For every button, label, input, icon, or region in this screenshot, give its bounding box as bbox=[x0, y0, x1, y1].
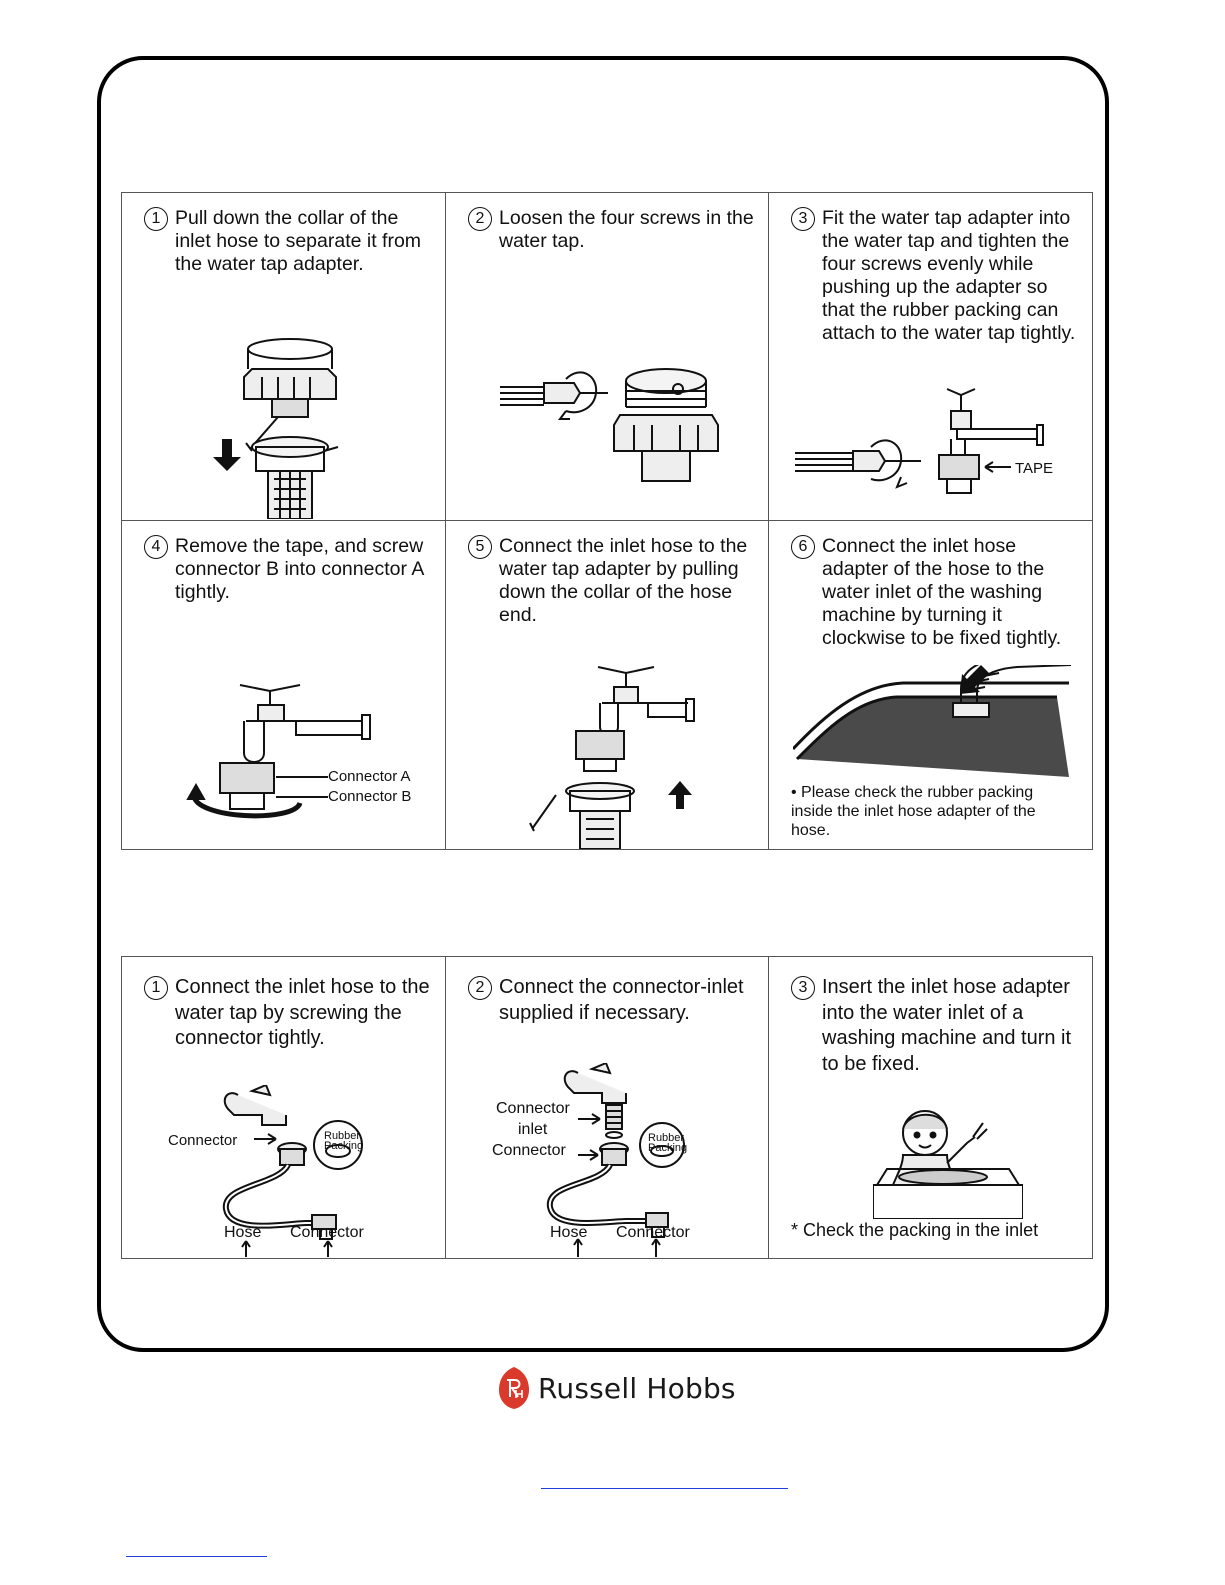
hose-label: Hose bbox=[550, 1224, 588, 1241]
step-number: 5 bbox=[468, 535, 492, 559]
installation-grid-1 bbox=[121, 192, 1093, 850]
step-number: 6 bbox=[791, 535, 815, 559]
step-b3 bbox=[791, 975, 1080, 1077]
loosen-screws-illustration bbox=[496, 359, 726, 509]
tap-icon bbox=[225, 1093, 286, 1125]
step-6 bbox=[791, 535, 1080, 650]
step-4 bbox=[144, 535, 433, 604]
step-cell-2 bbox=[446, 193, 769, 521]
rubber-label: Rubber bbox=[648, 1132, 685, 1144]
brand-name: Russell Hobbs bbox=[538, 1371, 736, 1405]
installation-grid-2 bbox=[121, 956, 1093, 1259]
hose-label: Hose bbox=[224, 1224, 262, 1241]
step-number: 2 bbox=[468, 976, 492, 1000]
step-text: Remove the tape, and screw connector B into connector A tightly. bbox=[175, 535, 424, 603]
step-cell-1 bbox=[122, 193, 446, 521]
step-text: Insert the inlet hose adapter into the water inlet of a washing machine and turn it to be fixed. bbox=[822, 976, 1072, 1075]
step-number: 1 bbox=[144, 207, 168, 231]
step-1 bbox=[144, 207, 433, 276]
packing-label: Packing bbox=[324, 1140, 364, 1152]
brand-logo bbox=[498, 1366, 736, 1410]
step-cell-3 bbox=[769, 193, 1093, 521]
step-number: 4 bbox=[144, 535, 168, 559]
rubber-label: Rubber bbox=[324, 1130, 361, 1142]
step-3 bbox=[791, 207, 1080, 345]
rotation-arrow-icon bbox=[194, 795, 300, 816]
footer-link-underline[interactable] bbox=[541, 1488, 788, 1489]
step-text: Connect the connector-inlet supplied if necessary. bbox=[499, 976, 744, 1024]
step-number: 2 bbox=[468, 207, 492, 231]
packing-check-note: * Check the packing in the inlet bbox=[791, 1220, 1039, 1240]
connector-bottom-label: Connector bbox=[290, 1224, 364, 1241]
step-cell-5 bbox=[446, 521, 769, 850]
step-cell-b3 bbox=[769, 957, 1093, 1259]
step-text: Connect the inlet hose to the water tap adapter by pulling down the collar of the hose end. bbox=[499, 535, 748, 626]
step-b1 bbox=[144, 975, 433, 1052]
step-cell-b1 bbox=[122, 957, 446, 1259]
step-cell-6 bbox=[769, 521, 1093, 850]
tape-label: TAPE bbox=[1015, 460, 1054, 477]
machine-inlet-illustration bbox=[793, 665, 1073, 777]
connector-inlet-label-1: Connector bbox=[496, 1100, 570, 1117]
step-text: Connect the inlet hose adapter of the hose to the water inlet of the washing machine by turning it clockwise to be fixed tightly. bbox=[822, 535, 1062, 649]
step-5 bbox=[468, 535, 756, 627]
step-number: 3 bbox=[791, 976, 815, 1000]
connector-label: Connector bbox=[492, 1142, 566, 1159]
connector-inlet-label-2: inlet bbox=[518, 1121, 548, 1138]
step-b2 bbox=[468, 975, 756, 1026]
connector-b-label: Connector B bbox=[328, 788, 412, 805]
step-text: Connect the inlet hose to the water tap by screwing the connector tightly. bbox=[175, 976, 430, 1049]
connector-bottom-label: Connector bbox=[616, 1224, 690, 1241]
step-2 bbox=[468, 207, 756, 253]
step-cell-b2 bbox=[446, 957, 769, 1259]
step-cell-4 bbox=[122, 521, 446, 850]
tap-icon bbox=[240, 685, 300, 705]
russell-hobbs-crest-icon bbox=[498, 1366, 530, 1410]
footer-link-underline-2[interactable] bbox=[126, 1556, 267, 1557]
tap-icon bbox=[565, 1071, 626, 1103]
step-number: 1 bbox=[144, 976, 168, 1000]
up-arrow-icon bbox=[668, 781, 692, 809]
step-number: 3 bbox=[791, 207, 815, 231]
step-text: Loosen the four screws in the water tap. bbox=[499, 207, 754, 252]
fit-adapter-illustration bbox=[791, 385, 1091, 521]
down-arrow-icon bbox=[213, 439, 241, 471]
connector-label: Connector bbox=[168, 1132, 238, 1149]
girl-washer-illustration bbox=[873, 1109, 1023, 1219]
connector-a-label: Connector A bbox=[328, 768, 411, 785]
step-text: Pull down the collar of the inlet hose to separate it from the water tap adapter. bbox=[175, 207, 422, 275]
connect-hose-illustration bbox=[526, 659, 726, 849]
step-text: Fit the water tap adapter into the water tap and tighten the four screws evenly while pushing up the adapter so that the rubber packing can attach to the water tap tightly. bbox=[822, 207, 1076, 344]
connector-ab-illustration bbox=[184, 673, 444, 845]
rubber-packing-note: • Please check the rubber packing inside the inlet hose adapter of the hose. bbox=[791, 784, 1036, 839]
collar-hose-illustration bbox=[192, 329, 382, 519]
packing-label: Packing bbox=[648, 1142, 688, 1154]
